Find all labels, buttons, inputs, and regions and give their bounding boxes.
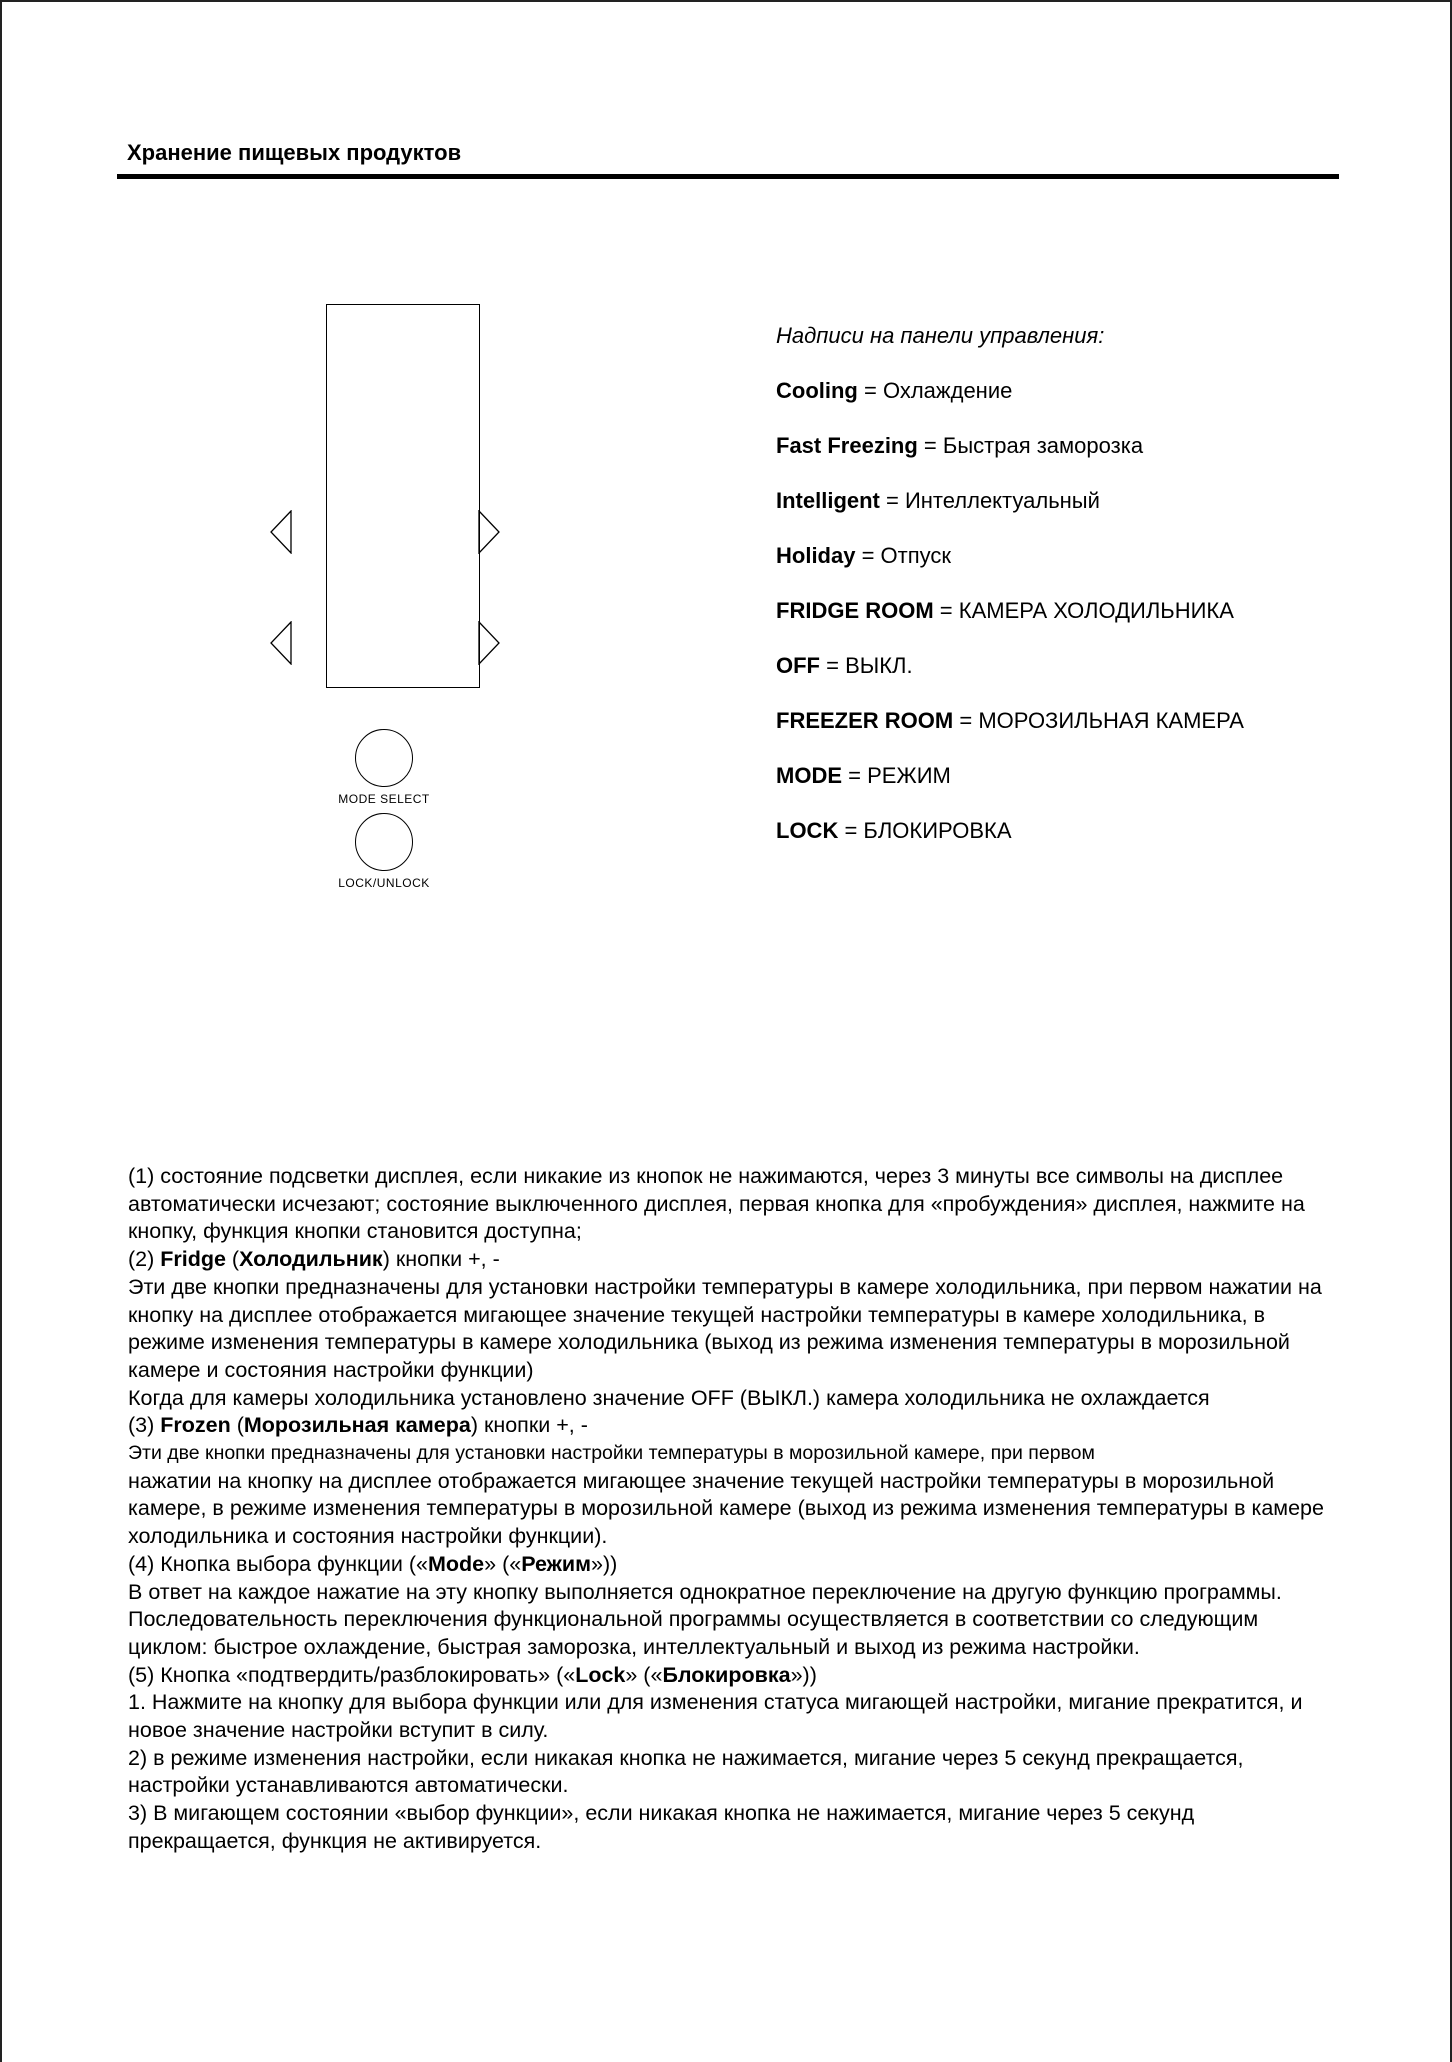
freezer-plus-arrow-icon[interactable]: [478, 621, 500, 665]
section-heading-lock: (5) Кнопка «подтвердить/разблокировать» («Lock» («Блокировка»)): [128, 1662, 817, 1687]
freezer-minus-arrow-icon[interactable]: [270, 621, 292, 665]
header-rule: [117, 174, 1339, 179]
fridge-plus-arrow-icon[interactable]: [478, 510, 500, 554]
page-border-top: [0, 0, 1452, 2]
legend-item: FREEZER ROOM = МОРОЗИЛЬНАЯ КАМЕРА: [776, 708, 1244, 733]
paragraph-lock-step-3: 3) В мигающем состоянии «выбор функции», если никакая кнопка не нажимается, мигание через 5 секунд прекращается, функция не активируется.: [128, 1801, 1195, 1853]
paragraph-fridge-buttons: Эти две кнопки предназначены для установки настройки температуры в камере холодильника, при первом нажатии на кнопку на дисплее отображается мигающее значение текущей настройки температуры в камере холодильника, в режиме изменения температуры в камере холодильника (выход из режима изменения температуры в морозильной камере и состояния настройки функции): [128, 1274, 1322, 1382]
legend-item: Fast Freezing = Быстрая заморозка: [776, 433, 1144, 458]
lock-unlock-button[interactable]: [355, 813, 413, 871]
paragraph-lock-step-2: 2) в режиме изменения настройки, если никакая кнопка не нажимается, мигание через 5 секунд прекращается, настройки устанавливаются автоматически.: [128, 1745, 1244, 1798]
display-window: [326, 304, 480, 688]
legend-item: Holiday = Отпуск: [776, 543, 952, 568]
mode-select-label: MODE SELECT: [338, 792, 430, 806]
legend-item: OFF = ВЫКЛ.: [776, 653, 913, 678]
paragraph-frozen-buttons: нажатии на кнопку на дисплее отображается мигающее значение текущей настройки температуры в морозильной камере, в режиме изменения температуры в морозильной камере (выход из режима изменения температуры в камере холодильника и состояния настройки функции).: [128, 1468, 1324, 1549]
section-heading-frozen: (3) Frozen (Морозильная камера) кнопки +, -: [128, 1413, 588, 1438]
section-heading-mode: (4) Кнопка выбора функции («Mode» («Режим»)): [128, 1551, 618, 1576]
paragraph-mode-button: В ответ на каждое нажатие на эту кнопку выполняется однократное переключение на другую функцию программы. Последовательность переключения функциональной программы осуществляется в соответствии со следующим циклом: быстрое охлаждение, быстрая заморозка, интеллектуальный и выход из режима настройки.: [128, 1579, 1282, 1659]
lock-unlock-label: LOCK/UNLOCK: [338, 876, 430, 890]
paragraph-display-backlight: (1) состояние подсветки дисплея, если никакие из кнопок не нажимаются, через 3 минуты все символы на дисплее автоматически исчезают; состояние выключенного дисплея, первая кнопка для «пробуждения» дисплея, нажмите на кнопку, функция кнопки становится доступна;: [128, 1164, 1305, 1244]
section-heading-fridge: (2) Fridge (Холодильник) кнопки +, -: [128, 1247, 500, 1272]
page-title: Хранение пищевых продуктов: [127, 140, 462, 165]
legend-item: MODE = РЕЖИМ: [776, 763, 951, 788]
paragraph-lock-step-1: 1. Нажмите на кнопку для выбора функции или для изменения статуса мигающей настройки, мигание прекратится, и новое значение настройки вступит в силу.: [128, 1690, 1303, 1743]
instructions-body: [128, 1163, 1338, 1856]
legend-item: LOCK = БЛОКИРОВКА: [776, 818, 1012, 843]
paragraph-fridge-off: Когда для камеры холодильника установлено значение OFF (ВЫКЛ.) камера холодильника не охлаждается: [128, 1385, 1210, 1410]
legend-intro: Надписи на панели управления:: [776, 323, 1105, 348]
legend-item: Intelligent = Интеллектуальный: [776, 488, 1100, 513]
page-border-left: [0, 0, 2, 2062]
legend-item: FRIDGE ROOM = КАМЕРА ХОЛОДИЛЬНИКА: [776, 598, 1234, 623]
control-panel-diagram: [260, 300, 520, 900]
mode-select-button[interactable]: [355, 729, 413, 787]
legend-item: Cooling = Охлаждение: [776, 378, 1013, 403]
panel-legend: [776, 320, 1336, 869]
paragraph-frozen-buttons-first-line: Эти две кнопки предназначены для установки настройки температуры в морозильной камере, при первом: [128, 1442, 1095, 1465]
fridge-minus-arrow-icon[interactable]: [270, 510, 292, 554]
